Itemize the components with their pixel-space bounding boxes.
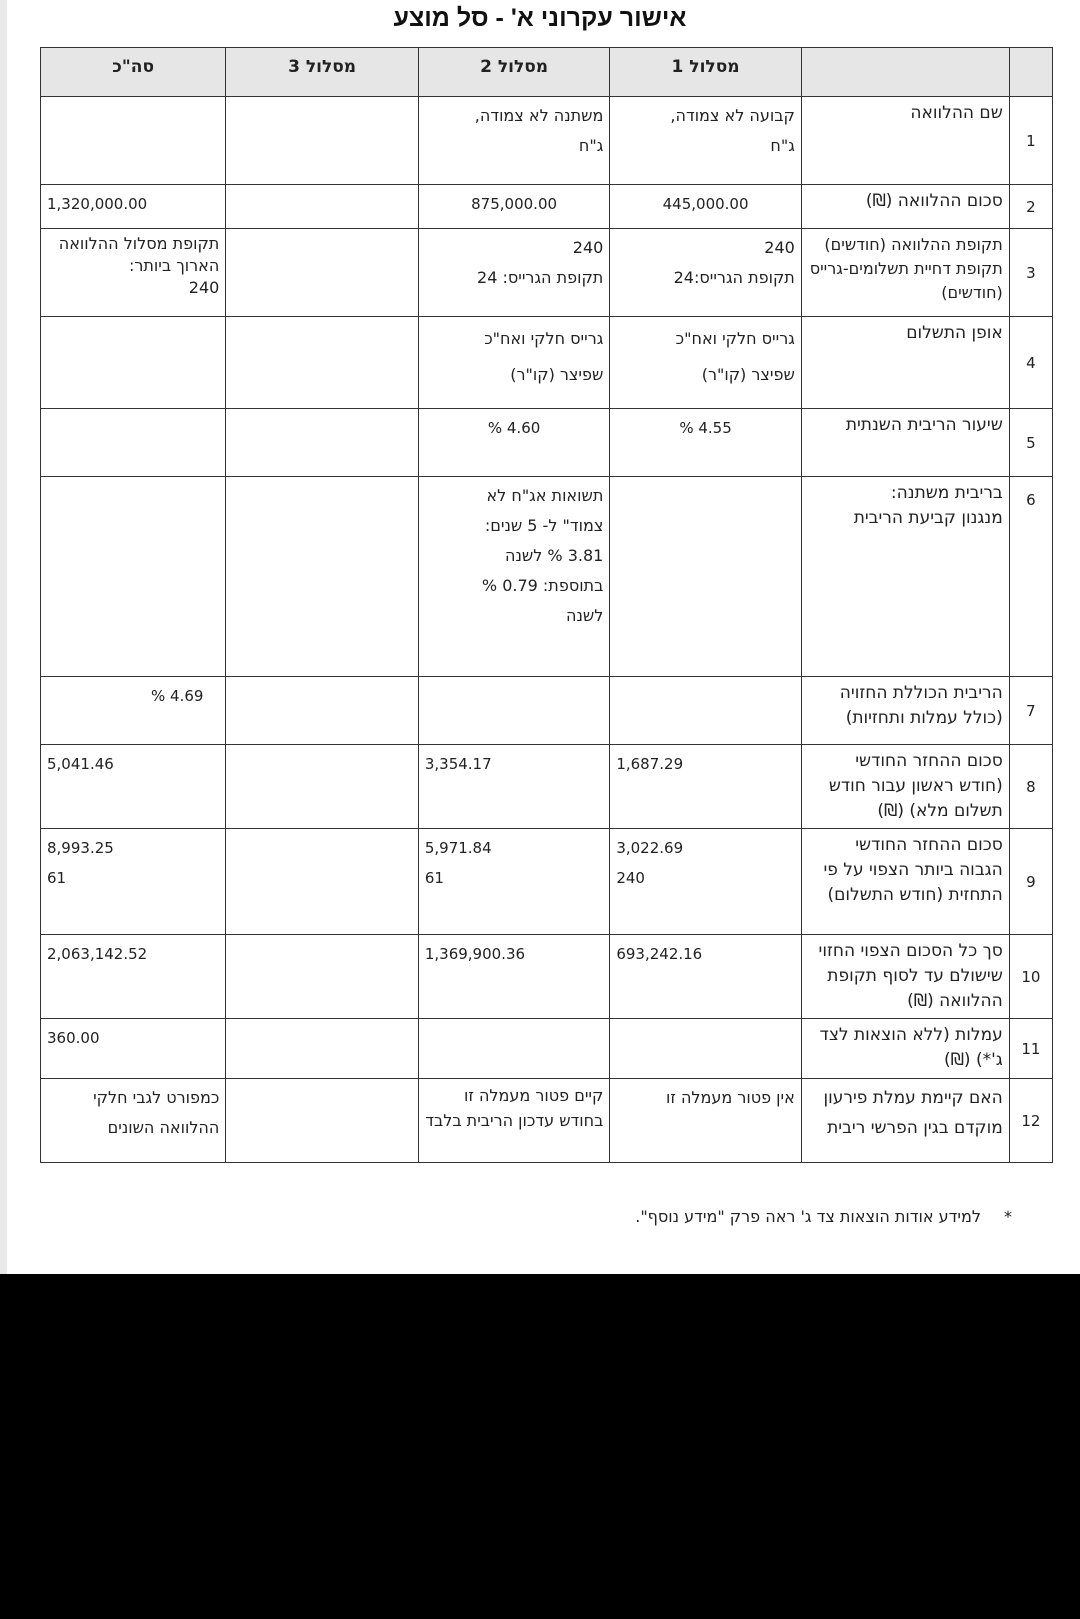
table-row bbox=[41, 1019, 1053, 1079]
table-row bbox=[41, 677, 1053, 745]
row-label: עמלות (ללא הוצאות לצד ג'*) (₪) bbox=[801, 1019, 1009, 1079]
row-number: 3 bbox=[1009, 229, 1052, 317]
route-2-cell bbox=[418, 677, 609, 745]
total-cell: 5,041.46 bbox=[41, 745, 226, 829]
route-3-cell bbox=[226, 97, 419, 185]
route-2-cell bbox=[418, 1019, 609, 1079]
row-label: האם קיימת עמלת פירעון מוקדם בגין הפרשי ריבית bbox=[801, 1079, 1009, 1163]
table-row bbox=[41, 97, 1053, 185]
page-edge bbox=[0, 0, 7, 1274]
row-number: 12 bbox=[1009, 1079, 1052, 1163]
route-1-cell bbox=[610, 1019, 801, 1079]
total-cell bbox=[41, 97, 226, 185]
row-number: 7 bbox=[1009, 677, 1052, 745]
total-cell bbox=[41, 317, 226, 409]
route-2-cell: 5,971.84 61 bbox=[418, 829, 609, 935]
table-row bbox=[41, 745, 1053, 829]
total-cell: 8,993.25 61 bbox=[41, 829, 226, 935]
route-1-cell: 445,000.00 bbox=[610, 185, 801, 229]
row-number: 11 bbox=[1009, 1019, 1052, 1079]
row-label: סכום ההחזר החודשי הגבוה ביותר הצפוי על פי התחזית (חודש התשלום) bbox=[801, 829, 1009, 935]
route-2-cell: 3,354.17 bbox=[418, 745, 609, 829]
row-label: אופן התשלום bbox=[801, 317, 1009, 409]
row-label: תקופת ההלוואה (חודשים) תקופת דחיית תשלומים-גרייס (חודשים) bbox=[801, 229, 1009, 317]
header-num bbox=[1009, 48, 1052, 97]
total-cell: 360.00 bbox=[41, 1019, 226, 1079]
row-label: הריבית הכוללת החזויה (כולל עמלות ותחזיות) bbox=[801, 677, 1009, 745]
row-label: סך כל הסכום הצפוי החזוי שישולם עד לסוף תקופת ההלוואה (₪) bbox=[801, 935, 1009, 1019]
total-cell: תקופת מסלול ההלוואה הארוך ביותר: 240 bbox=[41, 229, 226, 317]
header-total: סה"כ bbox=[41, 48, 226, 97]
route-2-cell: משתנה לא צמודה, ג"ח bbox=[418, 97, 609, 185]
header-route-3: מסלול 3 bbox=[226, 48, 419, 97]
total-cell bbox=[41, 409, 226, 477]
table-row bbox=[41, 935, 1053, 1019]
total-cell: 2,063,142.52 bbox=[41, 935, 226, 1019]
row-label: שיעור הריבית השנתית bbox=[801, 409, 1009, 477]
table-row bbox=[41, 409, 1053, 477]
row-number: 8 bbox=[1009, 745, 1052, 829]
table-header-row bbox=[41, 48, 1053, 97]
route-1-cell: גרייס חלקי ואח"כ שפיצר (קו"ר) bbox=[610, 317, 801, 409]
route-1-cell: אין פטור מעמלה זו bbox=[610, 1079, 801, 1163]
row-number: 10 bbox=[1009, 935, 1052, 1019]
route-2-cell: 240 תקופת הגרייס: 24 bbox=[418, 229, 609, 317]
route-2-cell: קיים פטור מעמלה זו בחודש עדכון הריבית בלבד bbox=[418, 1079, 609, 1163]
footnote-star: * bbox=[1004, 1207, 1012, 1226]
total-cell: כמפורט לגבי חלקי ההלוואה השונים bbox=[41, 1079, 226, 1163]
row-label: בריבית משתנה: מנגנון קביעת הריבית bbox=[801, 477, 1009, 677]
route-1-cell: קבועה לא צמודה, ג"ח bbox=[610, 97, 801, 185]
route-3-cell bbox=[226, 409, 419, 477]
route-3-cell bbox=[226, 935, 419, 1019]
route-1-cell: 4.55 % bbox=[610, 409, 801, 477]
route-3-cell bbox=[226, 1019, 419, 1079]
loan-table bbox=[40, 47, 1053, 1163]
route-1-cell: 3,022.69 240 bbox=[610, 829, 801, 935]
table-row bbox=[41, 185, 1053, 229]
row-label: שם ההלוואה bbox=[801, 97, 1009, 185]
row-number: 4 bbox=[1009, 317, 1052, 409]
route-3-cell bbox=[226, 229, 419, 317]
row-number: 1 bbox=[1009, 97, 1052, 185]
row-number: 2 bbox=[1009, 185, 1052, 229]
route-3-cell bbox=[226, 1079, 419, 1163]
route-1-cell bbox=[610, 477, 801, 677]
route-3-cell bbox=[226, 477, 419, 677]
header-route-2: מסלול 2 bbox=[418, 48, 609, 97]
row-number: 6 bbox=[1009, 477, 1052, 677]
row-number: 5 bbox=[1009, 409, 1052, 477]
route-2-cell: 1,369,900.36 bbox=[418, 935, 609, 1019]
route-2-cell: תשואות אג"ח לא צמוד" ל- 5 שנים: 3.81 % לשנה בתוספת: 0.79 % לשנה bbox=[418, 477, 609, 677]
route-1-cell: 693,242.16 bbox=[610, 935, 801, 1019]
table-row bbox=[41, 317, 1053, 409]
table-row bbox=[41, 477, 1053, 677]
route-1-cell: 240 תקופת הגרייס:24 bbox=[610, 229, 801, 317]
table-row bbox=[41, 829, 1053, 935]
route-2-cell: גרייס חלקי ואח"כ שפיצר (קו"ר) bbox=[418, 317, 609, 409]
total-cell bbox=[41, 477, 226, 677]
footnote-text: למידע אודות הוצאות צד ג' ראה פרק "מידע נוסף". bbox=[635, 1207, 981, 1226]
route-1-cell: 1,687.29 bbox=[610, 745, 801, 829]
route-3-cell bbox=[226, 185, 419, 229]
route-3-cell bbox=[226, 745, 419, 829]
route-2-cell: 4.60 % bbox=[418, 409, 609, 477]
route-1-cell bbox=[610, 677, 801, 745]
header-route-1: מסלול 1 bbox=[610, 48, 801, 97]
page-title: אישור עקרוני א' - סל מוצע bbox=[393, 4, 687, 32]
row-label: סכום ההלוואה (₪) bbox=[801, 185, 1009, 229]
table-row bbox=[41, 229, 1053, 317]
header-label bbox=[801, 48, 1009, 97]
route-3-cell bbox=[226, 317, 419, 409]
total-cell: 4.69 % bbox=[41, 677, 226, 745]
footnote bbox=[635, 1207, 1012, 1226]
route-2-cell: 875,000.00 bbox=[418, 185, 609, 229]
table-row bbox=[41, 1079, 1053, 1163]
route-3-cell bbox=[226, 677, 419, 745]
total-cell: 1,320,000.00 bbox=[41, 185, 226, 229]
route-3-cell bbox=[226, 829, 419, 935]
row-number: 9 bbox=[1009, 829, 1052, 935]
row-label: סכום ההחזר החודשי (חודש ראשון עבור חודש תשלום מלא) (₪) bbox=[801, 745, 1009, 829]
